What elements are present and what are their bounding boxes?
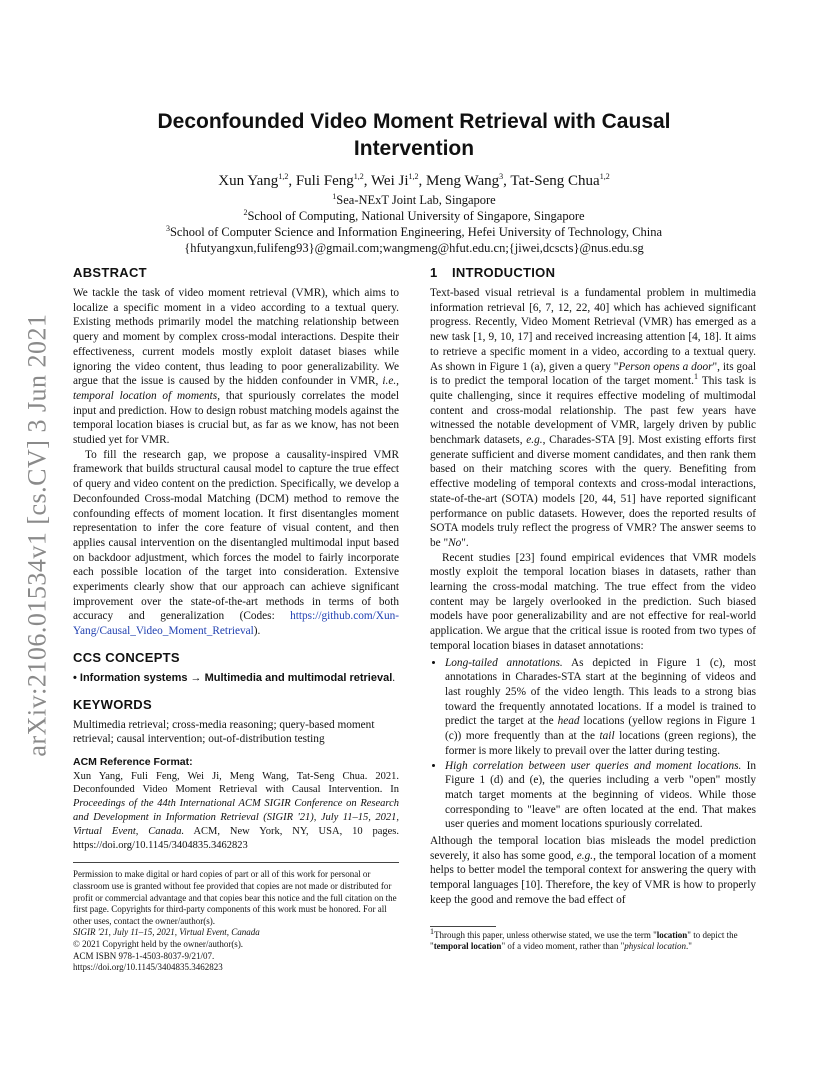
ccs-concepts: • Information systems → Multimedia and multimodal retrieval.: [73, 671, 396, 684]
keywords-heading: KEYWORDS: [73, 696, 152, 712]
arxiv-stamp-text: arXiv:2106.01534v1 [cs.CV] 3 Jun 2021: [23, 313, 53, 757]
code-link[interactable]: https://github.com/Xun-Yang/Causal_Video_Moment_Retrieval: [73, 610, 399, 638]
intro-paragraph-3: Although the temporal location bias misleads the model prediction severely, it also has some good, e.g., the temporal location of a moment helps to better model the temporal context for answering the query with temporal languages [10]. Therefore, the key of VMR is how to properly keep the good and remove the bad effect of: [430, 835, 756, 906]
bias-list: [430, 656, 756, 832]
intro-paragraph-2: Recent studies [23] found empirical evidences that VMR models mostly exploit the temporal location biases in datasets, rather than learning the cross-modal matching. The true effect from the video content may be largely overlooked in the prediction. Such biased models have poor generalizability and are not effective for real-world application. We argue that the critical issue is rooted from two types of temporal location biases in dataset annotations:: [430, 551, 756, 652]
permission-block: [73, 862, 399, 973]
abstract-paragraph-2: To fill the research gap, we propose a causality-inspired VMR framework that builds structural causal model to capture the true effect of query and video content on the prediction. Specifically, we develop a Deconfounded Cross-modal Matching (DCM) method to remove the confounding effects of moment location. It first disentangles moment representation to infer the core feature of visual content, and then applies causal intervention on the disentangled multimodal input based on backdoor adjustment, which forces the model to fairly incorporate each possible location of the target into consideration. Extensive experiments clearly show that our approach can achieve significant improvement over the state-of-the-art methods in terms of both accuracy and generalization (Codes: https://github.com/Xun-Yang/Causal_Video_Moment_Retrieval).: [73, 448, 399, 638]
keywords-list: Multimedia retrieval; cross-media reasoning; query-based moment retrieval; causal intervention; out-of-distribution testing: [73, 718, 375, 746]
author-emails: {hfutyangxun,fulifeng93}@gmail.com;wangmeng@hfut.edu.cn;{jiwei,dcscts}@nus.edu.sg: [184, 241, 644, 255]
left-column: [73, 264, 399, 974]
list-item: • High correlation between user queries and moment locations. In Figure 1 (d) and (e), the queries including a verb "open" mostly match target moments at the beginning of videos. While those corresponding to "leave" are often located at the end. That makes user queries and moment locations spuriously correlated.: [445, 759, 756, 833]
right-column: [430, 264, 756, 953]
isbn-line: ACM ISBN 978-1-4503-8037-9/21/07.: [73, 950, 215, 961]
abstract-paragraph-1: We tackle the task of video moment retrieval (VMR), which aims to localize a specific moment in a video according to a textual query. Existing methods primarily model the matching relationship between query and moment by complex cross-modal interactions. Despite their effectiveness, current models mostly exploit dataset biases while ignoring the video content, thus leading to poor generalizability. We argue that the issue is caused by the hidden confounder in VMR, i.e., temporal location of moments, that spuriously correlates the model input and prediction. How to design robust matching models against the temporal location biases is crucial but, as far as we know, has not been studied yet for VMR.: [73, 287, 399, 447]
author-list: Xun Yang$^{1,2}$, Fuli Feng$^{1,2}$, Wei Ji$^{1,2}$, Meng Wang$^3$, Tat-Seng Chua$^{1,2}$: [218, 172, 610, 189]
footnote-rule: [430, 926, 496, 927]
affiliation-2: $^2$School of Computing, National University of Singapore, Singapore: [243, 207, 585, 223]
affiliation-1: $^1$Sea-NExT Joint Lab, Singapore: [332, 191, 496, 207]
conference-line: SIGIR '21, July 11–15, 2021, Virtual Event, Canada: [73, 927, 260, 938]
paper-title: Deconfounded Video Moment Retrieval with Causal Intervention: [157, 110, 671, 160]
footnote: $^1$Through this paper, unless otherwise stated, we use the term "location" to depict the "temporal location" of a video moment, rather than "physical location.": [430, 926, 738, 952]
introduction-heading: 1 INTRODUCTION: [430, 265, 556, 280]
doi-line: https://doi.org/10.1145/3404835.3462823: [73, 962, 223, 973]
ccs-heading: CCS CONCEPTS: [73, 649, 180, 665]
affiliation-3: $^3$School of Computer Science and Information Engineering, Hefei University of Technology, China: [165, 223, 663, 239]
abstract-heading: ABSTRACT: [73, 265, 147, 280]
copyright-line: © 2021 Copyright held by the owner/author(s).: [73, 939, 244, 950]
acm-ref-heading: ACM Reference Format:: [73, 755, 193, 768]
permission-text: Permission to make digital or hard copies of part or all of this work for personal or classroom use is granted without fee provided that copies are not made or distributed for profit or commercial advantage and that copies bear this notice and the full citation on the first page. Copyrights for third-party components of this work must be honored. For all other uses, contact the owner/author(s).: [73, 869, 397, 926]
arxiv-side-stamp: [23, 300, 53, 770]
acm-ref-body: Xun Yang, Fuli Feng, Wei Ji, Meng Wang, Tat-Seng Chua. 2021. Deconfounded Video Moment Retrieval with Causal Intervention. In Proceedings of the 44th International ACM SIGIR Conference on Research and Development in Information Retrieval (SIGIR '21), July 11–15, 2021, Virtual Event, Canada. ACM, New York, NY, USA, 10 pages. https://doi.org/10.1145/3404835.3462823: [73, 770, 399, 851]
list-item: • Long-tailed annotations. As depicted in Figure 1 (c), most annotations in Charades-STA start at the beginning of videos and last roughly 25% of the video length. This leads to a strong bias toward the frequently annotated locations. If a model is trained to predict the target at the head locations (yellow regions in Figure 1 (c)) more frequently than at the tail locations (green regions), the former is more likely to prevail over the latter during testing.: [445, 656, 756, 759]
intro-paragraph-1: Text-based visual retrieval is a fundamental problem in multimedia information retrieval [6, 7, 12, 22, 40] which has achieved significant progress. Recently, Video Moment Retrieval (VMR) has emerged as a new task [1, 9, 10, 17] and received increasing attention [4, 18]. It aims to retrieve a specific moment in a video, according to a textual query. As shown in Figure 1 (a), given a query "Person opens a door", its goal is to predict the temporal location of the target moment.$^1$ This task is quite challenging, since it requires effective modeling of multimodal content and cross-modal relationship. The past few years have witnessed the notable development of VMR, largely driven by public benchmark datasets, e.g., Charades-STA [9]. Most existing efforts first generate sufficient and diverse moment candidates, and then rank them based on their matching scores with the query. Benefiting from effective modeling of temporal contexts and cross-modal interactions, state-of-the-art (SOTA) models [20, 44, 51] have reported significant performance on public datasets. However, does the reported results of SOTA models truly reflect the progress of VMR? The answer seems to be "No".: [430, 287, 756, 549]
